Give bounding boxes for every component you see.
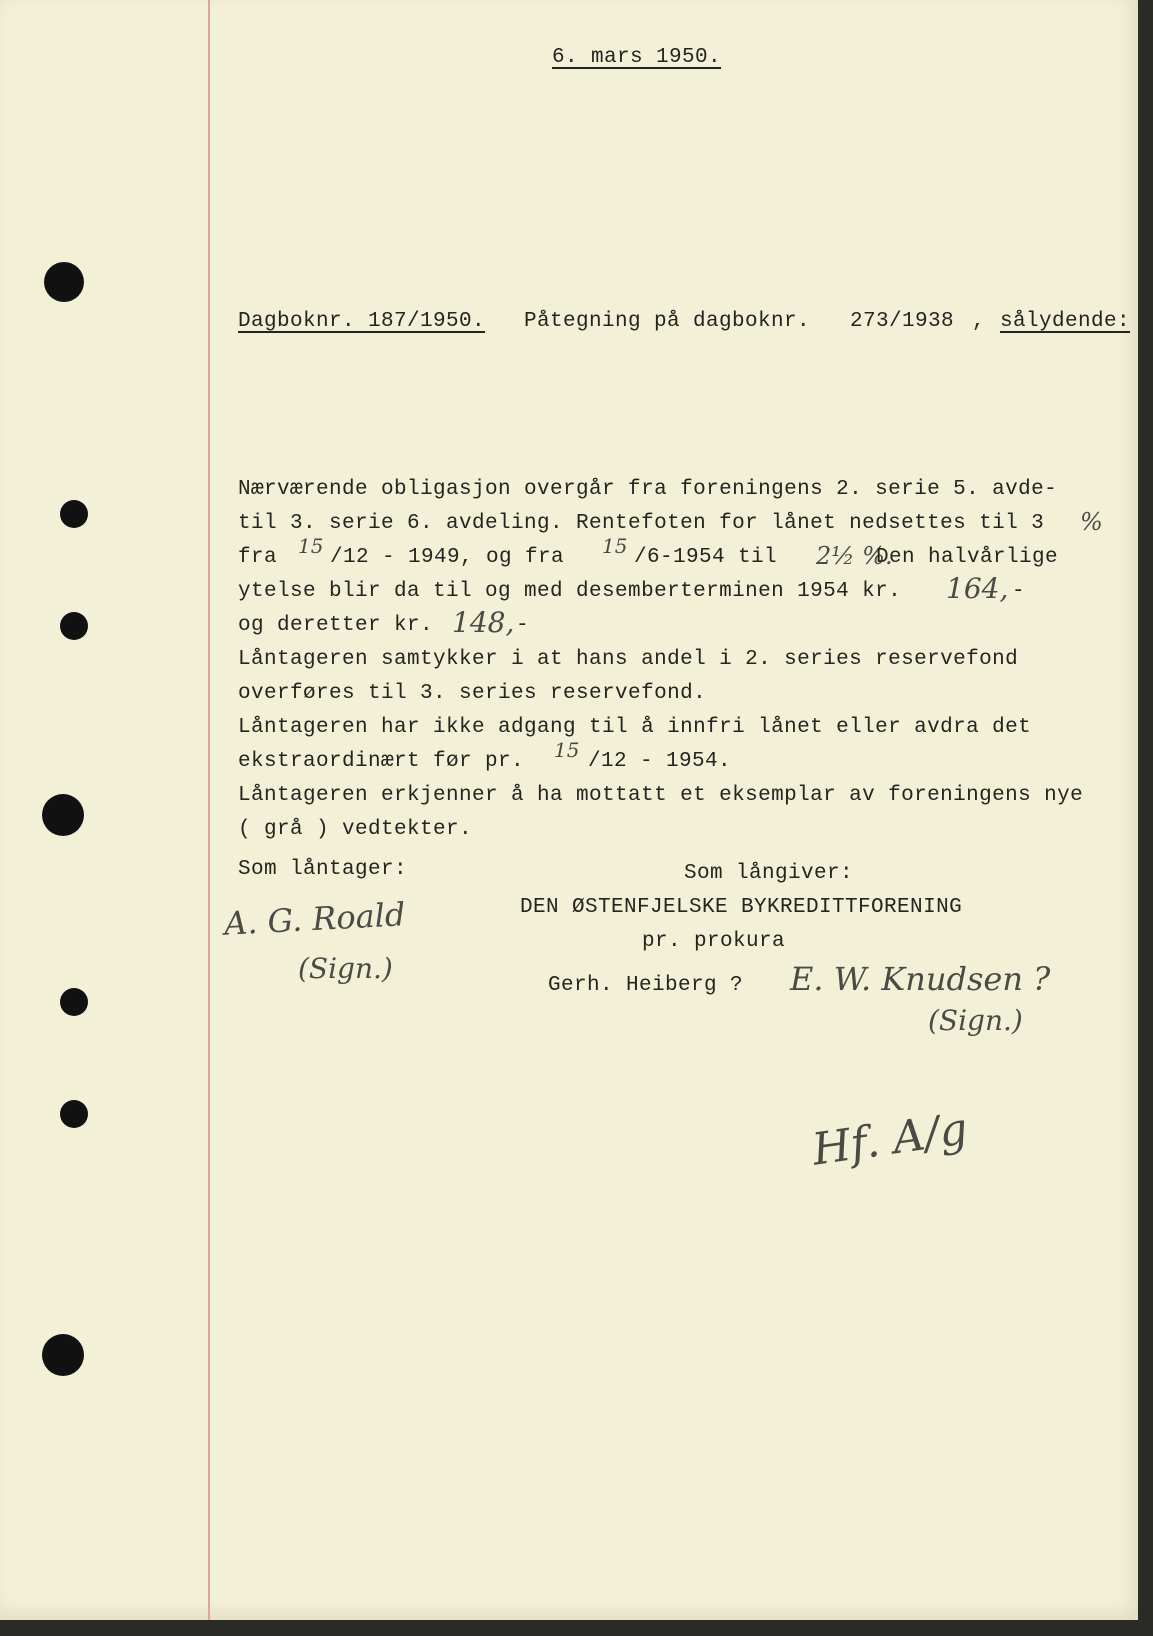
body-line-1: Nærværende obligasjon overgår fra foreningens 2. serie 5. avde- bbox=[238, 478, 1058, 501]
borrower-label: Som låntager: bbox=[238, 858, 408, 881]
punch-hole bbox=[60, 612, 88, 640]
body-line-4-end: - bbox=[1012, 580, 1026, 603]
borrower-signature: A. G. Roald bbox=[223, 895, 407, 943]
body-line-3-c: /6-1954 til bbox=[634, 546, 778, 569]
punch-hole bbox=[60, 1100, 88, 1128]
borrower-sign-mark: (Sign.) bbox=[298, 952, 393, 985]
body-line-10: Låntageren erkjenner å ha mottatt et eksemplar av foreningens nye bbox=[238, 784, 1084, 807]
body-line-8: Låntageren har ikke adgang til å innfri lånet eller avdra det bbox=[238, 716, 1032, 739]
body-line-2: til 3. serie 6. avdeling. Rentefoten for lånet nedsettes til 3 bbox=[238, 512, 1045, 535]
dagbok-number: Dagboknr. 187/1950. bbox=[238, 310, 486, 333]
lender-procuration: pr. prokura bbox=[642, 930, 786, 953]
saalydende-label: sålydende: bbox=[1000, 310, 1131, 333]
body-line-11: ( grå ) vedtekter. bbox=[238, 818, 473, 841]
body-line-3-d: Den halvårlige bbox=[876, 546, 1059, 569]
punch-hole bbox=[60, 500, 88, 528]
body-line-5-end: - bbox=[516, 614, 530, 637]
body-line-7: overføres til 3. series reservefond. bbox=[238, 682, 707, 705]
lender-signature: E. W. Knudsen ? bbox=[790, 960, 1051, 998]
body-line-3-a: fra bbox=[238, 546, 278, 569]
lender-name: Gerh. Heiberg ? bbox=[548, 974, 744, 997]
handwritten-day-3: 15 bbox=[554, 738, 580, 762]
document-date: 6. mars 1950. bbox=[552, 46, 722, 69]
handwritten-percent: % bbox=[1080, 508, 1103, 536]
paategning-label: Påtegning på dagboknr. bbox=[524, 310, 811, 333]
margin-line bbox=[208, 0, 210, 1620]
handwritten-amount-1: 164, bbox=[946, 572, 1009, 605]
handwritten-amount-2: 148, bbox=[452, 606, 515, 639]
punch-hole bbox=[60, 988, 88, 1016]
lender-organization: DEN ØSTENFJELSKE BYKREDITTFORENING bbox=[520, 896, 963, 919]
body-line-3-b: /12 - 1949, og fra bbox=[330, 546, 565, 569]
body-line-6: Låntageren samtykker i at hans andel i 2. series reservefond bbox=[238, 648, 1019, 671]
body-line-5: og deretter kr. bbox=[238, 614, 434, 637]
body-line-9-a: ekstraordinært før pr. bbox=[238, 750, 525, 773]
punch-hole bbox=[44, 262, 84, 302]
punch-hole bbox=[42, 1334, 84, 1376]
handwritten-day-1: 15 bbox=[298, 534, 324, 558]
body-line-9-b: /12 - 1954. bbox=[588, 750, 732, 773]
handwritten-rate: 2½ %. bbox=[816, 542, 893, 570]
body-line-4: ytelse blir da til og med desemberterminen 1954 kr. bbox=[238, 580, 902, 603]
handwritten-initials: Hf. A/g bbox=[809, 1103, 971, 1176]
lender-sign-mark: (Sign.) bbox=[928, 1004, 1023, 1037]
reference-number: 273/1938 bbox=[850, 310, 955, 333]
comma: , bbox=[972, 310, 986, 333]
lender-label: Som långiver: bbox=[684, 862, 854, 885]
handwritten-day-2: 15 bbox=[602, 534, 628, 558]
punch-hole bbox=[42, 794, 84, 836]
